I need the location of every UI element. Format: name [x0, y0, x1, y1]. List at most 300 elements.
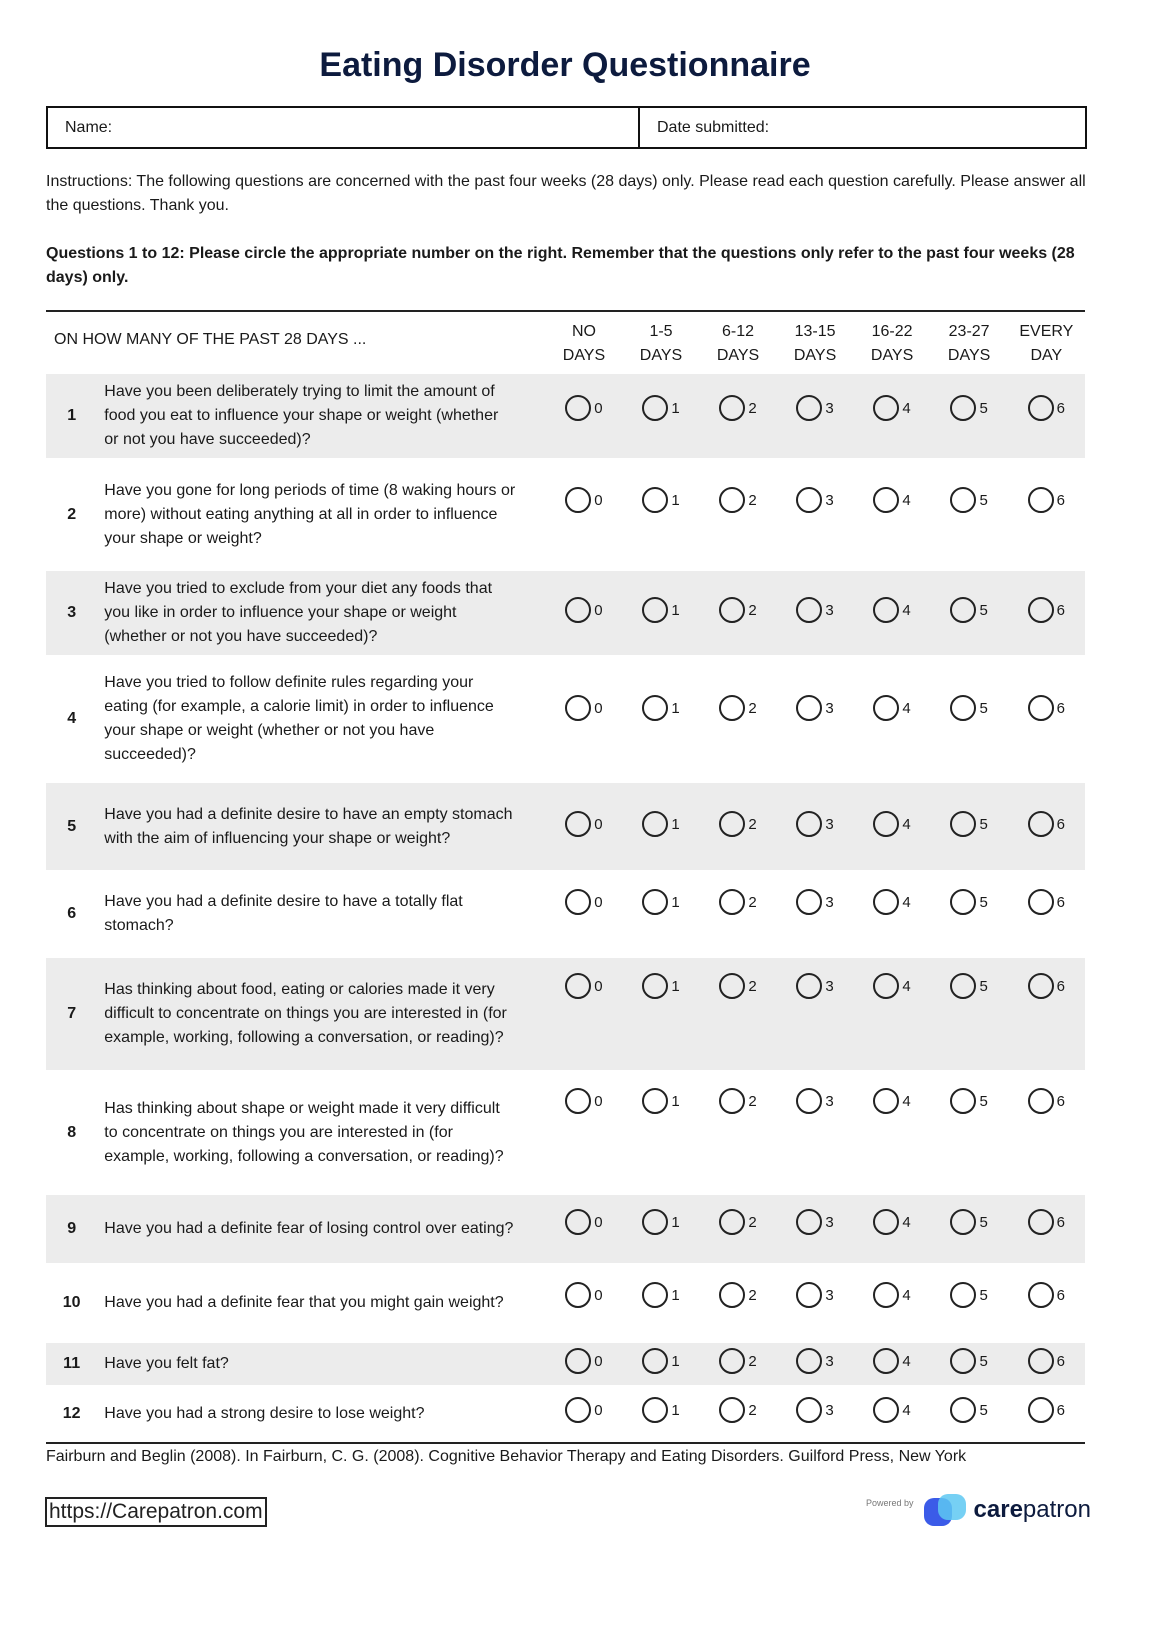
radio-circle-icon[interactable]	[642, 597, 668, 623]
question-number: 11	[46, 1343, 94, 1385]
answer-option[interactable]	[700, 1343, 777, 1385]
radio-circle-icon[interactable]	[642, 889, 668, 915]
radio-circle-icon[interactable]	[642, 1282, 668, 1308]
question-row	[46, 1385, 1085, 1443]
radio-circle-icon[interactable]	[873, 889, 899, 915]
column-header-bottom: DAYS	[870, 347, 914, 364]
question-text: Have you had a definite desire to have an empty stomach with the aim of influencing your shape or weight?	[94, 783, 545, 870]
option-value: 0	[594, 491, 603, 509]
radio-circle-icon[interactable]	[796, 1348, 822, 1374]
answer-option[interactable]	[854, 374, 931, 458]
option-value: 0	[594, 893, 603, 911]
radio-circle-icon[interactable]	[1028, 889, 1054, 915]
radio-circle-icon[interactable]	[1028, 973, 1054, 999]
option-value: 2	[748, 893, 757, 911]
radio-circle-icon[interactable]	[950, 1088, 976, 1114]
question-text: Have you had a definite desire to have a totally flat stomach?	[104, 893, 463, 934]
radio-circle-icon[interactable]	[873, 395, 899, 421]
radio-circle-icon[interactable]	[642, 1088, 668, 1114]
option-value: 3	[825, 1092, 834, 1110]
option-value: 4	[902, 601, 911, 619]
answer-option[interactable]	[545, 458, 622, 571]
answer-option[interactable]	[854, 655, 931, 783]
answer-option[interactable]	[622, 1343, 699, 1385]
radio-circle-icon[interactable]	[642, 811, 668, 837]
radio-circle-icon[interactable]	[873, 1209, 899, 1235]
radio-circle-icon[interactable]	[565, 889, 591, 915]
option-value: 1	[671, 1092, 680, 1110]
date-submitted-field[interactable]: Date submitted:	[657, 119, 770, 136]
answer-option[interactable]	[545, 958, 622, 1070]
option-value: 6	[1056, 1352, 1065, 1370]
answer-option[interactable]	[931, 1195, 1008, 1263]
question-number: 6	[67, 905, 77, 922]
page-title: Eating Disorder Questionnaire	[319, 46, 811, 84]
answer-option[interactable]	[700, 870, 777, 958]
radio-circle-icon[interactable]	[873, 973, 899, 999]
answer-option[interactable]	[777, 655, 854, 783]
option-value: 4	[902, 491, 911, 509]
answer-option[interactable]	[1008, 870, 1085, 958]
answer-option[interactable]	[622, 1195, 699, 1263]
radio-circle-icon[interactable]	[873, 1088, 899, 1114]
radio-circle-icon[interactable]	[796, 1209, 822, 1235]
answer-option[interactable]	[545, 783, 622, 870]
question-number: 1	[46, 374, 94, 458]
answer-option[interactable]	[545, 1343, 622, 1385]
question-text: Have you had a definite fear of losing control over eating?	[94, 1195, 545, 1263]
radio-circle-icon[interactable]	[1028, 1397, 1054, 1423]
column-header	[931, 311, 1008, 374]
radio-circle-icon[interactable]	[565, 1397, 591, 1423]
radio-circle-icon[interactable]	[950, 1209, 976, 1235]
radio-circle-icon[interactable]	[950, 487, 976, 513]
question-number: 3	[46, 571, 94, 655]
radio-circle-icon[interactable]	[719, 811, 745, 837]
option-value: 1	[671, 1286, 680, 1304]
question-row	[46, 958, 1085, 1070]
answer-option[interactable]	[545, 1263, 622, 1343]
radio-circle-icon[interactable]	[719, 1282, 745, 1308]
radio-circle-icon[interactable]	[950, 395, 976, 421]
radio-circle-icon[interactable]	[565, 1282, 591, 1308]
answer-option[interactable]	[700, 655, 777, 783]
answer-option[interactable]	[931, 458, 1008, 571]
question-number: 7	[46, 958, 94, 1070]
answer-option[interactable]	[777, 1195, 854, 1263]
answer-option[interactable]	[622, 571, 699, 655]
column-header-top: 16-22	[871, 323, 913, 340]
option-value: 5	[979, 977, 988, 995]
option-value: 6	[1056, 491, 1065, 509]
answer-option[interactable]	[854, 571, 931, 655]
column-header-bottom: DAYS	[562, 347, 606, 364]
answer-option[interactable]	[622, 1263, 699, 1343]
answer-option[interactable]	[622, 958, 699, 1070]
radio-circle-icon[interactable]	[950, 889, 976, 915]
radio-circle-icon[interactable]	[642, 973, 668, 999]
option-value: 1	[671, 815, 680, 833]
radio-circle-icon[interactable]	[565, 487, 591, 513]
option-value: 1	[671, 977, 680, 995]
radio-circle-icon[interactable]	[1028, 1088, 1054, 1114]
answer-option[interactable]	[777, 1385, 854, 1443]
answer-option[interactable]	[854, 1070, 931, 1195]
question-text: Have you gone for long periods of time (8 waking hours or more) without eating anything at all in order to influence your shape or weight?	[104, 481, 516, 547]
option-value: 4	[902, 699, 911, 717]
option-value: 0	[594, 815, 603, 833]
option-value: 2	[748, 399, 757, 417]
answer-option[interactable]	[1008, 1070, 1085, 1195]
question-text: Have you had a strong desire to lose weight?	[104, 1404, 425, 1422]
radio-circle-icon[interactable]	[950, 973, 976, 999]
option-value: 3	[825, 815, 834, 833]
radio-circle-icon[interactable]	[642, 1397, 668, 1423]
option-value: 4	[902, 893, 911, 911]
column-header	[854, 311, 931, 374]
answer-option[interactable]	[777, 458, 854, 571]
radio-circle-icon[interactable]	[796, 597, 822, 623]
radio-circle-icon[interactable]	[719, 597, 745, 623]
answer-option[interactable]	[622, 655, 699, 783]
radio-circle-icon[interactable]	[642, 1348, 668, 1374]
option-value: 6	[1056, 399, 1065, 417]
option-value: 3	[825, 1352, 834, 1370]
answer-option[interactable]	[931, 655, 1008, 783]
radio-circle-icon[interactable]	[719, 1348, 745, 1374]
option-value: 1	[671, 1352, 680, 1370]
radio-circle-icon[interactable]	[950, 1282, 976, 1308]
option-value: 0	[594, 1286, 603, 1304]
option-value: 0	[594, 1352, 603, 1370]
answer-option[interactable]	[622, 1070, 699, 1195]
answer-option[interactable]	[1008, 571, 1085, 655]
radio-circle-icon[interactable]	[565, 811, 591, 837]
answer-option[interactable]	[777, 783, 854, 870]
option-value: 1	[671, 399, 680, 417]
question-text: Has thinking about shape or weight made it very difficult to concentrate on things you are interested in (for example, working, following a conversation, or reading)?	[104, 1099, 504, 1165]
option-value: 2	[748, 601, 757, 619]
column-header-top: 6-12	[722, 323, 755, 340]
column-header-bottom: DAYS	[793, 347, 837, 364]
answer-option[interactable]	[1008, 458, 1085, 571]
answer-option[interactable]	[931, 374, 1008, 458]
radio-circle-icon[interactable]	[950, 1397, 976, 1423]
radio-circle-icon[interactable]	[565, 973, 591, 999]
option-value: 3	[825, 1401, 834, 1419]
radio-circle-icon[interactable]	[1028, 1282, 1054, 1308]
option-value: 0	[594, 399, 603, 417]
column-header	[1008, 311, 1085, 374]
answer-option[interactable]	[700, 783, 777, 870]
column-header	[777, 311, 854, 374]
column-header-top: EVERY	[1019, 323, 1074, 340]
radio-circle-icon[interactable]	[796, 811, 822, 837]
answer-option[interactable]	[931, 870, 1008, 958]
option-value: 1	[671, 1213, 680, 1231]
option-value: 6	[1056, 893, 1065, 911]
radio-circle-icon[interactable]	[642, 695, 668, 721]
answer-option[interactable]	[931, 571, 1008, 655]
column-header-bottom: DAYS	[639, 347, 683, 364]
radio-circle-icon[interactable]	[796, 395, 822, 421]
answer-option[interactable]	[854, 958, 931, 1070]
answer-option[interactable]	[777, 870, 854, 958]
radio-circle-icon[interactable]	[719, 487, 745, 513]
radio-circle-icon[interactable]	[719, 973, 745, 999]
question-row	[46, 458, 1085, 571]
answer-option[interactable]	[622, 870, 699, 958]
answer-option[interactable]	[545, 374, 622, 458]
answer-option[interactable]	[700, 458, 777, 571]
option-value: 2	[748, 977, 757, 995]
question-number: 8	[67, 1123, 77, 1141]
radio-circle-icon[interactable]	[719, 1397, 745, 1423]
answer-option[interactable]	[854, 870, 931, 958]
answer-option[interactable]	[777, 1263, 854, 1343]
radio-circle-icon[interactable]	[796, 695, 822, 721]
radio-circle-icon[interactable]	[565, 395, 591, 421]
column-header-bottom: DAYS	[716, 347, 760, 364]
answer-option[interactable]	[777, 1343, 854, 1385]
answer-option[interactable]	[622, 1385, 699, 1443]
radio-circle-icon[interactable]	[873, 1282, 899, 1308]
question-row	[46, 1343, 1085, 1385]
carepatron-logo-icon	[924, 1494, 968, 1526]
radio-circle-icon[interactable]	[796, 1088, 822, 1114]
option-value: 4	[902, 815, 911, 833]
radio-circle-icon[interactable]	[719, 1088, 745, 1114]
option-value: 2	[748, 1352, 757, 1370]
option-value: 3	[825, 491, 834, 509]
brand-logo	[866, 1494, 1091, 1526]
radio-circle-icon[interactable]	[642, 1209, 668, 1235]
option-value: 0	[594, 1092, 603, 1110]
radio-circle-icon[interactable]	[565, 1209, 591, 1235]
answer-option[interactable]	[545, 1385, 622, 1443]
answer-option[interactable]	[1008, 958, 1085, 1070]
option-value: 1	[671, 601, 680, 619]
answer-option[interactable]	[1008, 1195, 1085, 1263]
question-number: 4	[67, 710, 77, 727]
radio-circle-icon[interactable]	[719, 395, 745, 421]
answer-option[interactable]	[1008, 783, 1085, 870]
option-value: 4	[902, 399, 911, 417]
answer-option[interactable]	[700, 1263, 777, 1343]
answer-option[interactable]	[622, 374, 699, 458]
question-row	[46, 783, 1085, 870]
radio-circle-icon[interactable]	[565, 597, 591, 623]
option-value: 4	[902, 1401, 911, 1419]
option-value: 4	[902, 1286, 911, 1304]
table-prompt: ON HOW MANY OF THE PAST 28 DAYS ...	[54, 331, 367, 348]
radio-circle-icon[interactable]	[1028, 695, 1054, 721]
option-value: 6	[1056, 1092, 1065, 1110]
answer-option[interactable]	[854, 783, 931, 870]
option-value: 1	[671, 1401, 680, 1419]
option-value: 6	[1056, 1401, 1065, 1419]
answer-option[interactable]	[545, 655, 622, 783]
radio-circle-icon[interactable]	[950, 1348, 976, 1374]
answer-option[interactable]	[545, 870, 622, 958]
option-value: 5	[979, 699, 988, 717]
column-header-top: 13-15	[794, 323, 836, 340]
option-value: 3	[825, 399, 834, 417]
radio-circle-icon[interactable]	[719, 889, 745, 915]
radio-circle-icon[interactable]	[1028, 597, 1054, 623]
radio-circle-icon[interactable]	[642, 395, 668, 421]
answer-option[interactable]	[622, 783, 699, 870]
radio-circle-icon[interactable]	[565, 695, 591, 721]
question-number: 10	[62, 1294, 81, 1311]
radio-circle-icon[interactable]	[796, 889, 822, 915]
column-header-top: NO	[571, 323, 596, 340]
option-value: 3	[825, 893, 834, 911]
question-text: Have you felt fat?	[94, 1343, 545, 1385]
option-value: 1	[671, 699, 680, 717]
radio-circle-icon[interactable]	[950, 597, 976, 623]
question-number: 2	[67, 505, 77, 523]
question-text: Has thinking about food, eating or calories made it very difficult to concentrate on things you are interested in (for example, working, following a conversation, or reading)?	[94, 958, 545, 1070]
answer-option[interactable]	[854, 458, 931, 571]
answer-option[interactable]	[1008, 1385, 1085, 1443]
answer-option[interactable]	[545, 571, 622, 655]
answer-option[interactable]	[777, 958, 854, 1070]
radio-circle-icon[interactable]	[873, 695, 899, 721]
answer-option[interactable]	[545, 1070, 622, 1195]
radio-circle-icon[interactable]	[1028, 1348, 1054, 1374]
answer-option[interactable]	[700, 1195, 777, 1263]
radio-circle-icon[interactable]	[719, 695, 745, 721]
radio-circle-icon[interactable]	[950, 695, 976, 721]
answer-option[interactable]	[931, 958, 1008, 1070]
answer-option[interactable]	[700, 374, 777, 458]
answer-option[interactable]	[1008, 1343, 1085, 1385]
option-value: 6	[1056, 1213, 1065, 1231]
option-value: 3	[825, 601, 834, 619]
answer-option[interactable]	[931, 1263, 1008, 1343]
option-value: 4	[902, 1092, 911, 1110]
question-number: 9	[46, 1195, 94, 1263]
radio-circle-icon[interactable]	[873, 811, 899, 837]
powered-by-label: Powered by	[866, 1498, 914, 1508]
option-value: 5	[979, 1286, 988, 1304]
answer-option[interactable]	[931, 1343, 1008, 1385]
answer-option[interactable]	[700, 571, 777, 655]
option-value: 3	[825, 699, 834, 717]
radio-circle-icon[interactable]	[873, 597, 899, 623]
radio-circle-icon[interactable]	[796, 1397, 822, 1423]
radio-circle-icon[interactable]	[565, 1088, 591, 1114]
radio-circle-icon[interactable]	[719, 1209, 745, 1235]
column-header	[545, 311, 622, 374]
option-value: 4	[902, 1352, 911, 1370]
option-value: 2	[748, 1401, 757, 1419]
option-value: 2	[748, 1092, 757, 1110]
answer-option[interactable]	[854, 1195, 931, 1263]
question-number: 5	[46, 783, 94, 870]
answer-option[interactable]	[854, 1343, 931, 1385]
radio-circle-icon[interactable]	[873, 1348, 899, 1374]
option-value: 5	[979, 491, 988, 509]
option-value: 0	[594, 699, 603, 717]
answer-option[interactable]	[931, 1070, 1008, 1195]
question-text: Have you had a definite fear that you might gain weight?	[104, 1294, 504, 1311]
radio-circle-icon[interactable]	[950, 811, 976, 837]
option-value: 6	[1056, 815, 1065, 833]
answer-option[interactable]	[545, 1195, 622, 1263]
answer-option[interactable]	[931, 1385, 1008, 1443]
option-value: 2	[748, 699, 757, 717]
answer-option[interactable]	[700, 1070, 777, 1195]
answer-option[interactable]	[931, 783, 1008, 870]
column-header-bottom: DAYS	[947, 347, 991, 364]
column-header-top: 23-27	[948, 323, 990, 340]
carepatron-link[interactable]: https://Carepatron.com	[45, 1497, 267, 1527]
radio-circle-icon[interactable]	[565, 1348, 591, 1374]
radio-circle-icon[interactable]	[796, 1282, 822, 1308]
option-value: 6	[1056, 601, 1065, 619]
option-value: 6	[1056, 977, 1065, 995]
radio-circle-icon[interactable]	[796, 487, 822, 513]
answer-option[interactable]	[1008, 1263, 1085, 1343]
option-value: 2	[748, 1213, 757, 1231]
answer-option[interactable]	[777, 571, 854, 655]
answer-option[interactable]	[854, 1385, 931, 1443]
answer-option[interactable]	[1008, 374, 1085, 458]
question-text: Have you been deliberately trying to limit the amount of food you eat to influence your shape or weight (whether or not you have succeeded)?	[94, 374, 545, 458]
question-row	[46, 655, 1085, 783]
column-header-bottom: DAY	[1030, 347, 1063, 364]
option-value: 1	[671, 893, 680, 911]
name-field[interactable]: Name:	[48, 108, 640, 147]
citation: Fairburn and Beglin (2008). In Fairburn, C. G. (2008). Cognitive Behavior Therapy and Eating Disorders. Guilford Press, New York	[46, 1448, 967, 1465]
option-value: 0	[594, 1213, 603, 1231]
question-row	[46, 571, 1085, 655]
answer-option[interactable]	[777, 374, 854, 458]
table-header-row	[46, 311, 1085, 374]
radio-circle-icon[interactable]	[796, 973, 822, 999]
answer-option[interactable]	[777, 1070, 854, 1195]
radio-circle-icon[interactable]	[1028, 487, 1054, 513]
radio-circle-icon[interactable]	[873, 487, 899, 513]
option-value: 3	[825, 977, 834, 995]
answer-option[interactable]	[1008, 655, 1085, 783]
radio-circle-icon[interactable]	[1028, 395, 1054, 421]
option-value: 5	[979, 1401, 988, 1419]
option-value: 6	[1056, 699, 1065, 717]
option-value: 3	[825, 1286, 834, 1304]
radio-circle-icon[interactable]	[1028, 1209, 1054, 1235]
answer-option[interactable]	[854, 1263, 931, 1343]
radio-circle-icon[interactable]	[1028, 811, 1054, 837]
option-value: 6	[1056, 1286, 1065, 1304]
answer-option[interactable]	[700, 1385, 777, 1443]
radio-circle-icon[interactable]	[873, 1397, 899, 1423]
question-row	[46, 374, 1085, 458]
answer-option[interactable]	[622, 458, 699, 571]
option-value: 3	[825, 1213, 834, 1231]
instructions: Instructions: The following questions are concerned with the past four weeks (28 days) only. Please read each question carefully. Please answer all the questions. Thank you.	[46, 173, 1086, 214]
questionnaire-table	[46, 310, 1085, 1444]
radio-circle-icon[interactable]	[642, 487, 668, 513]
question-text: Have you tried to follow definite rules regarding your eating (for example, a calorie limit) in order to influence your shape or weight (whether or not you have succeeded)?	[104, 674, 494, 763]
option-value: 5	[979, 1352, 988, 1370]
option-value: 5	[979, 601, 988, 619]
column-header-top: 1-5	[649, 323, 673, 340]
answer-option[interactable]	[700, 958, 777, 1070]
question-row	[46, 870, 1085, 958]
